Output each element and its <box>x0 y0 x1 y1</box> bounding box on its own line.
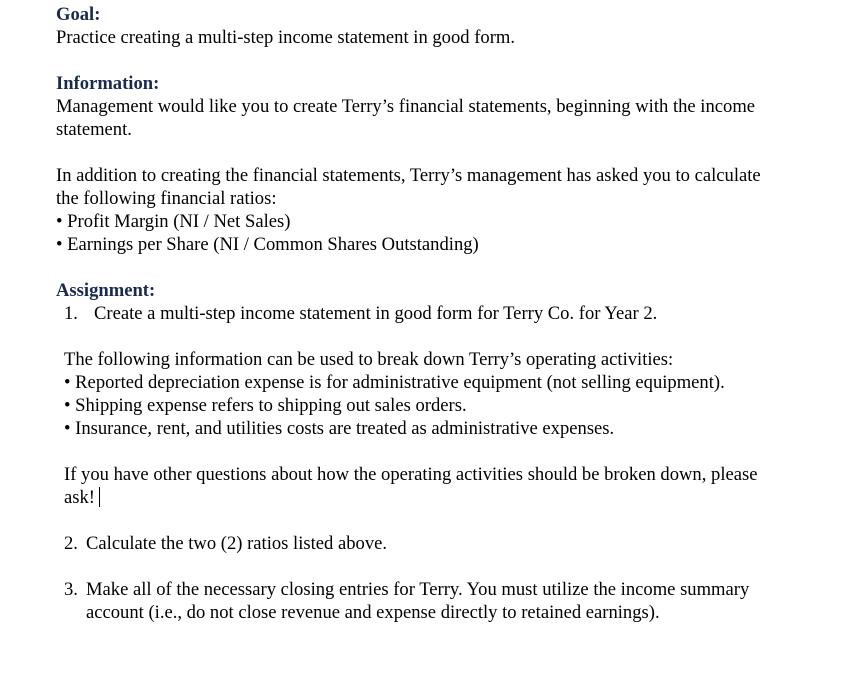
ratio-bullet-profit-margin: • Profit Margin (NI / Net Sales) <box>56 211 291 232</box>
information-paragraph-1-line-1: Management would like you to create Terry’s financial statements, beginning with the income <box>56 96 756 117</box>
assignment-heading: Assignment: <box>56 280 156 301</box>
breakdown-bullet-depreciation: • Reported depreciation expense is for administrative equipment (not selling equipment). <box>64 372 725 393</box>
breakdown-bullet-administrative: • Insurance, rent, and utilities costs are treated as administrative expenses. <box>64 418 615 439</box>
spacer <box>64 509 826 532</box>
goal-text: Practice creating a multi-step income statement in good form. <box>56 27 516 48</box>
spacer <box>64 325 826 348</box>
item-number: 3. <box>64 579 78 600</box>
assignment-item-1 <box>64 302 826 325</box>
assignment-item-3 <box>64 578 826 624</box>
spacer <box>56 49 826 72</box>
breakdown-bullet-shipping: • Shipping expense refers to shipping out sales orders. <box>64 395 467 416</box>
questions-line-1: If you have other questions about how the operating activities should be broken down, please <box>64 464 758 485</box>
information-heading: Information: <box>56 73 160 94</box>
questions-text: ask! <box>64 487 95 508</box>
assignment-item-2 <box>64 532 826 555</box>
spacer <box>64 440 826 463</box>
text-cursor <box>99 487 100 507</box>
questions-line-2 <box>64 486 826 509</box>
information-paragraph-1-line-2: statement. <box>56 119 132 140</box>
assignment-list <box>64 302 826 624</box>
item-3-line-1: Make all of the necessary closing entries for Terry. You must utilize the income summary <box>86 579 750 600</box>
item-number: 1. <box>64 303 78 324</box>
item-text <box>86 578 826 624</box>
document-body[interactable] <box>56 3 826 624</box>
information-paragraph-2-line-1: In addition to creating the financial statements, Terry’s management has asked you to calculate <box>56 165 761 186</box>
goal-heading: Goal: <box>56 4 101 25</box>
spacer <box>56 141 826 164</box>
ratio-bullet-earnings-per-share: • Earnings per Share (NI / Common Shares Outstanding) <box>56 234 479 255</box>
spacer <box>64 555 826 578</box>
information-paragraph-2-line-2: the following financial ratios: <box>56 188 277 209</box>
item-number: 2. <box>64 533 78 554</box>
item-text: Calculate the two (2) ratios listed above. <box>86 533 388 554</box>
item-text: Create a multi-step income statement in good form for Terry Co. for Year 2. <box>94 303 658 324</box>
item-3-line-2: account (i.e., do not close revenue and expense directly to retained earnings). <box>86 602 660 623</box>
breakdown-intro: The following information can be used to break down Terry’s operating activities: <box>64 349 674 370</box>
spacer <box>56 256 826 279</box>
